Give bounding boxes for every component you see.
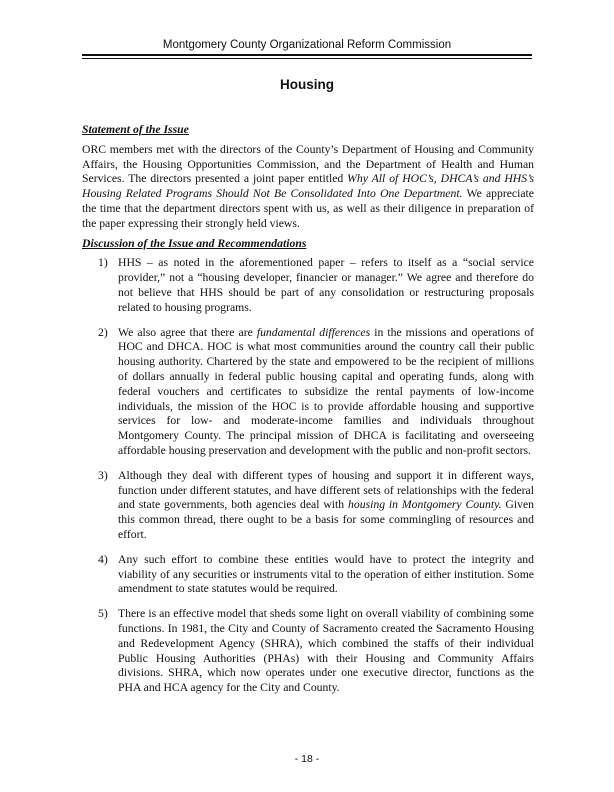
- list-item-text: Any such effort to combine these entities would have to protect the integrity and viability of any securities or instruments vital to the operation of either institution. Some amendment to state statutes would be required.: [118, 552, 534, 596]
- statement-text-2: We appreciate the time that the department directors spent with us, as well as their diligence in preparation of the paper expressing their strongly held views.: [82, 187, 534, 230]
- list-item-emphasis: fundamental differences: [256, 325, 371, 339]
- list-item-number: 3): [98, 468, 108, 482]
- page-number: - 18 -: [294, 753, 320, 765]
- statement-text-1: ORC members met with the directors of the County’s Department of Housing and Community Affairs, the Housing Opportunities Commission, and the Department of Health and Human Services. The directors presented a joint paper entitled: [82, 142, 534, 186]
- document-body: [82, 123, 534, 706]
- list-item-number: 2): [98, 325, 108, 339]
- list-item-text: HHS – as noted in the aforementioned paper – refers to itself as a “social service provider,” not a “housing developer, financier or manager.” We agree and therefore do not believe that HHS should be part of any consolidation or restructuring proposals related to housing programs.: [118, 256, 534, 314]
- list-item-text: We also agree that there are: [118, 325, 257, 339]
- recommendation-list: [82, 256, 534, 696]
- statement-heading: Statement of the Issue: [82, 123, 189, 136]
- list-item: [82, 469, 534, 543]
- list-item: [82, 607, 534, 696]
- header-rule-thin: [82, 58, 532, 59]
- list-item-text: in the missions and operations of HOC and DHCA. HOC is what most communities around the country call their public housing authority. Chartered by the state and empowered to be the recipient of millions of dollars annually in federal public housing capital and operating funds, along with federal vouchers and certificates to subsidize the rental payments of low-income individuals, the mission of the HOC is to provide affordable housing and supportive services for low- and moderate-income families and individuals throughout Montgomery County. The principal mission of DHCA is facilitating and overseeing affordable housing preservation and development with the public and non-profit sectors.: [118, 325, 534, 457]
- list-item-text: Although they deal with different types of housing and support it in different ways, function under different statutes, and have different sets of relationships with the federal and state governments, both agencies deal with: [118, 468, 534, 512]
- list-item-text: There is an effective model that sheds some light on overall viability of combining some functions. In 1981, the City and County of Sacramento created the Sacramento Housing and Redevelopment Agency (SHRA), which combined the staffs of their individual Public Housing Authorities (PHAs) with their Housing and Community Affairs divisions. SHRA, which now operates under one executive director, functions as the PHA and HCA agency for the City and County.: [118, 607, 534, 695]
- running-header: Montgomery County Organizational Reform Commission: [162, 39, 452, 51]
- header-rule-thick: [82, 54, 532, 56]
- page-title: Housing: [280, 77, 334, 92]
- list-item-emphasis: housing in Montgomery County.: [348, 498, 502, 512]
- list-item: [82, 553, 534, 597]
- statement-paragraph: [82, 143, 534, 232]
- statement-paper-title: Why All of HOC’s, DHCA’s and HHS’s Housing Related Programs Should Not Be Consolidated Into One Department.: [82, 172, 534, 201]
- discussion-heading: Discussion of the Issue and Recommendations: [82, 236, 307, 250]
- list-item-number: 1): [98, 256, 108, 270]
- list-item: [82, 326, 534, 459]
- list-item: [82, 256, 534, 315]
- list-item-text: Given this common thread, there ought to be a basis for some commingling of resources and effort.: [118, 498, 534, 541]
- list-item-number: 4): [98, 552, 108, 566]
- list-item-number: 5): [98, 607, 108, 621]
